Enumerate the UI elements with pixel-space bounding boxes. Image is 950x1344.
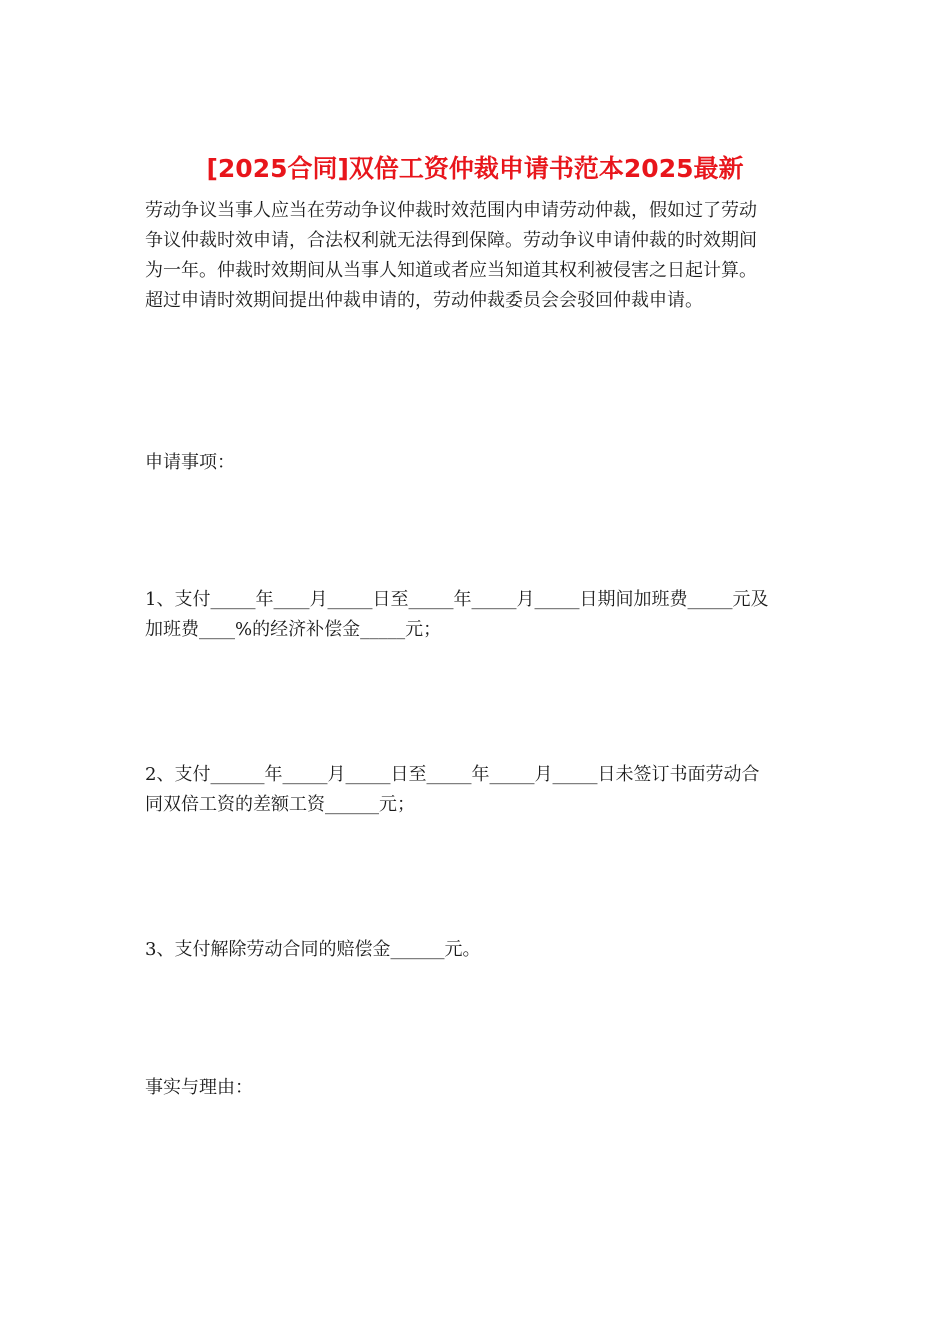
section-heading-text: 事实与理由： (145, 1077, 253, 1098)
request-item-1 (145, 585, 810, 645)
request-item-line: 加班费____%的经济补偿金_____元； (145, 619, 442, 640)
section-heading-items (145, 448, 810, 478)
request-item-line: 1、支付_____年____月_____日至_____年_____月_____日期间加班费_____元及 (145, 589, 769, 610)
intro-paragraph (145, 196, 810, 316)
section-heading-facts (145, 1073, 810, 1103)
request-item-line: 同双倍工资的差额工资______元； (145, 794, 415, 815)
section-heading-text: 申请事项： (145, 452, 235, 473)
intro-line: 超过申请时效期间提出仲裁申请的，劳动仲裁委员会会驳回仲裁申请。 (145, 290, 703, 311)
intro-line: 劳动争议当事人应当在劳动争议仲裁时效范围内申请劳动仲裁，假如过了劳动 (145, 200, 757, 221)
request-item-line: 2、支付______年_____月_____日至_____年_____月_____日未签订书面劳动合 (145, 764, 760, 785)
request-item-3 (145, 935, 810, 965)
document-title: [2025合同]双倍工资仲裁申请书范本2025最新 (206, 154, 744, 183)
intro-line: 争议仲裁时效申请，合法权利就无法得到保障。劳动争议申请仲裁的时效期间 (145, 230, 757, 251)
intro-line: 为一年。仲裁时效期间从当事人知道或者应当知道其权利被侵害之日起计算。 (145, 260, 757, 281)
request-item-line: 3、支付解除劳动合同的赔偿金______元。 (145, 939, 481, 960)
request-item-2 (145, 760, 810, 820)
